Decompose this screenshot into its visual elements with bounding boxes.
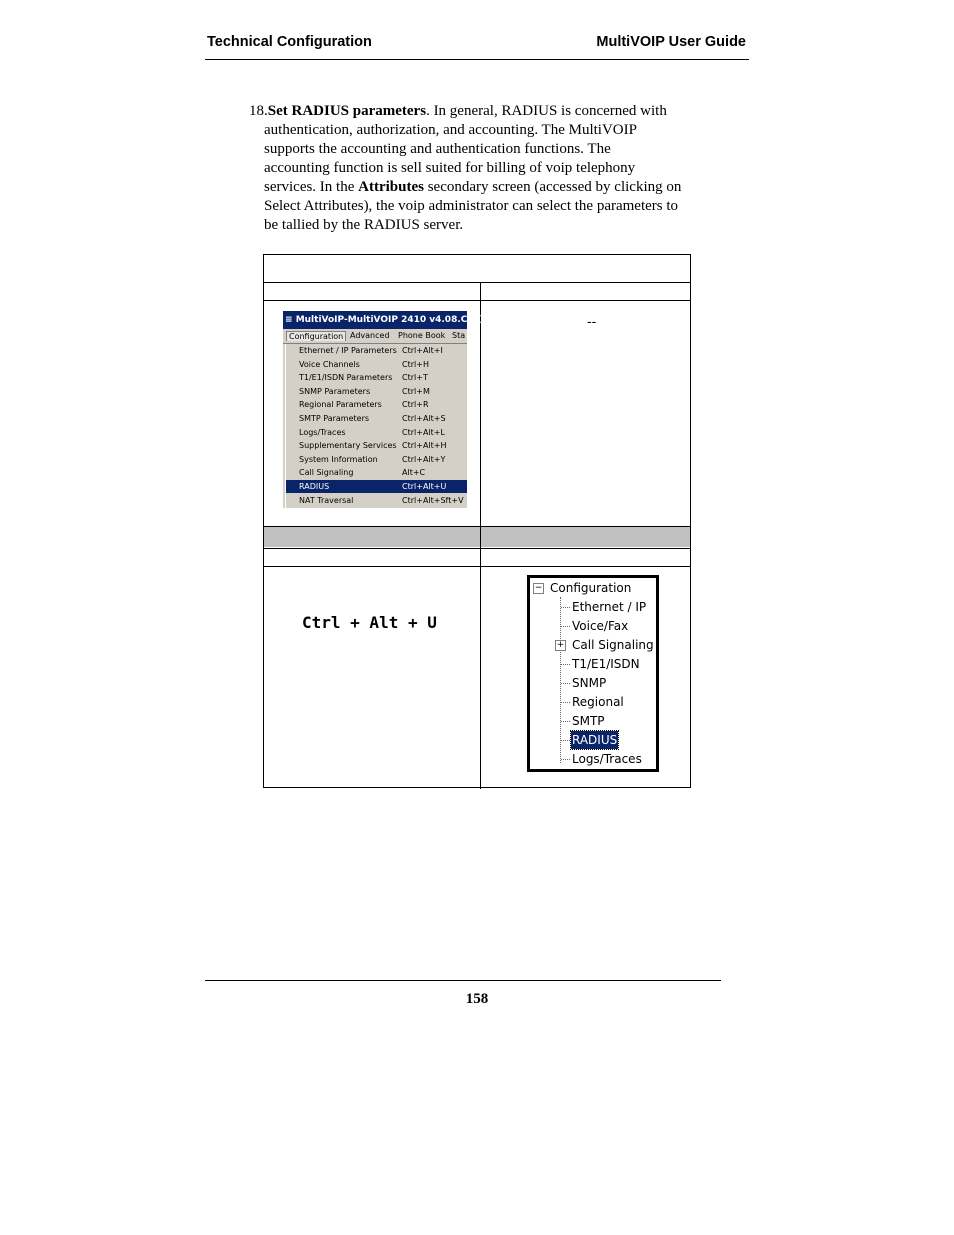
- tree-node-voice-fax[interactable]: Voice/Fax: [572, 619, 629, 633]
- menu-item-shortcut: Ctrl+T: [402, 373, 428, 383]
- menu-item-label: Voice Channels: [299, 359, 360, 369]
- configuration-dropdown: [285, 344, 467, 508]
- attributes-term: Attributes: [358, 179, 424, 195]
- menu-item-shortcut: Ctrl+Alt+U: [402, 482, 447, 491]
- menu-item-shortcut: Ctrl+R: [402, 400, 429, 410]
- menu-item-shortcut: Ctrl+Alt+L: [402, 427, 445, 437]
- tree-node-logs-traces[interactable]: Logs/Traces: [572, 752, 642, 766]
- menu-item-shortcut: Ctrl+H: [402, 359, 429, 369]
- menu-item-shortcut: Ctrl+Alt+H: [402, 441, 447, 451]
- menu-item-shortcut: Ctrl+M: [402, 386, 430, 396]
- tree-node-t1-e1-isdn[interactable]: T1/E1/ISDN: [572, 657, 640, 671]
- step-title: Set RADIUS parameters: [267, 103, 427, 119]
- menu-item-shortcut: Alt+C: [402, 468, 426, 478]
- tree-connector: [561, 683, 570, 684]
- table-rule: [264, 526, 690, 527]
- menu-item-label: Logs/Traces: [299, 427, 346, 437]
- menu-status[interactable]: Sta: [452, 331, 466, 340]
- step-paragraph: [249, 102, 749, 235]
- cell-dash: --: [587, 313, 597, 329]
- menu-item[interactable]: [286, 344, 467, 357]
- menu-item-label: SMTP Parameters: [299, 414, 370, 423]
- step-text-line: authentication, authorization, and accounting. The MultiVOIP: [264, 122, 637, 138]
- menu-item[interactable]: [286, 412, 467, 425]
- tree-node-snmp[interactable]: SNMP: [572, 676, 607, 690]
- menu-item-shortcut: Ctrl+Alt+S: [402, 414, 446, 423]
- menu-item[interactable]: [286, 439, 467, 452]
- menu-advanced[interactable]: Advanced: [350, 331, 390, 340]
- menu-bar: [283, 329, 467, 344]
- step-text-line: accounting function is sell suited for billing of voip telephony: [264, 160, 636, 176]
- tree-node-smtp[interactable]: SMTP: [572, 714, 605, 728]
- tree-connector: [561, 607, 570, 608]
- tree-connector: [561, 664, 570, 665]
- configuration-menu-screenshot: [283, 311, 488, 508]
- step-text-line: . In general, RADIUS is concerned with: [426, 103, 667, 119]
- menu-item-shortcut: Ctrl+Alt+I: [402, 346, 443, 355]
- menu-item-label: System Information: [299, 454, 378, 464]
- configuration-tree-screenshot: [527, 575, 659, 772]
- step-text-line: secondary screen (accessed by clicking on: [423, 179, 682, 195]
- menu-item-label: RADIUS: [299, 482, 330, 491]
- tree-root-configuration[interactable]: Configuration: [550, 581, 632, 595]
- table-rule: [264, 300, 690, 301]
- menu-item[interactable]: [286, 453, 467, 466]
- table-rule: [264, 548, 690, 549]
- menu-item[interactable]: [286, 426, 467, 439]
- expand-icon[interactable]: +: [556, 640, 565, 650]
- tree-connector: [561, 721, 570, 722]
- page-number: 158: [465, 991, 489, 1007]
- step-text-line: Select Attributes), the voip administrator can select the parameters to: [264, 198, 679, 214]
- tree-node-ethernet-ip[interactable]: Ethernet / IP: [572, 600, 647, 614]
- header-rule: [205, 59, 749, 60]
- menu-item-shortcut: Ctrl+Alt+Sft+V: [402, 495, 464, 505]
- running-header-right: MultiVOIP User Guide: [596, 34, 746, 50]
- menu-item[interactable]: [286, 358, 467, 371]
- menu-item[interactable]: [286, 494, 467, 507]
- keyboard-shortcut: Ctrl + Alt + U: [302, 613, 437, 632]
- menu-item[interactable]: [286, 398, 467, 411]
- tree-node-regional[interactable]: Regional: [572, 695, 624, 709]
- tree-node-radius-selected[interactable]: RADIUS: [572, 733, 618, 747]
- window-title-bar: [283, 311, 488, 329]
- menu-item-shortcut: Ctrl+Alt+Y: [402, 454, 446, 464]
- menu-item-radius-selected[interactable]: [286, 480, 467, 493]
- tree-connector: [561, 740, 570, 741]
- menu-configuration[interactable]: Configuration: [286, 331, 346, 341]
- step-text-line: services. In the: [264, 179, 359, 195]
- tree-connector: [561, 702, 570, 703]
- step-text-line: supports the accounting and authentication functions. The: [264, 141, 611, 157]
- menu-item-label: Ethernet / IP Parameters: [299, 346, 397, 355]
- tree-connector: [561, 626, 570, 627]
- menu-item[interactable]: [286, 385, 467, 398]
- table-shaded-row: [264, 526, 690, 547]
- tree-node-call-signaling[interactable]: Call Signaling: [572, 638, 654, 652]
- menu-item-label: Regional Parameters: [299, 400, 382, 410]
- menu-item-label: SNMP Parameters: [299, 386, 371, 396]
- footer-rule: [205, 980, 721, 981]
- window-icon: ≡: [285, 315, 293, 325]
- menu-item-label: T1/E1/ISDN Parameters: [299, 373, 393, 383]
- step-number: 18.: [249, 103, 268, 119]
- table-rule: [264, 282, 690, 283]
- menu-item[interactable]: [286, 371, 467, 384]
- table-rule: [264, 566, 690, 567]
- collapse-icon[interactable]: −: [534, 583, 543, 593]
- table-column-divider: [480, 282, 481, 789]
- step-text-line: be tallied by the RADIUS server.: [264, 217, 464, 233]
- running-header-left: Technical Configuration: [207, 34, 372, 50]
- instruction-table: [263, 254, 691, 788]
- menu-item-label: Supplementary Services: [299, 441, 397, 451]
- menu-item-label: Call Signaling: [299, 468, 354, 478]
- menu-item-label: NAT Traversal: [299, 495, 354, 505]
- tree-connector: [561, 759, 570, 760]
- menu-item[interactable]: [286, 466, 467, 479]
- tree-connector: [560, 597, 561, 763]
- window-title: MultiVoIP-MultiVOIP 2410 v4.08.CV (F: [295, 315, 488, 325]
- menu-phone-book[interactable]: Phone Book: [398, 331, 446, 340]
